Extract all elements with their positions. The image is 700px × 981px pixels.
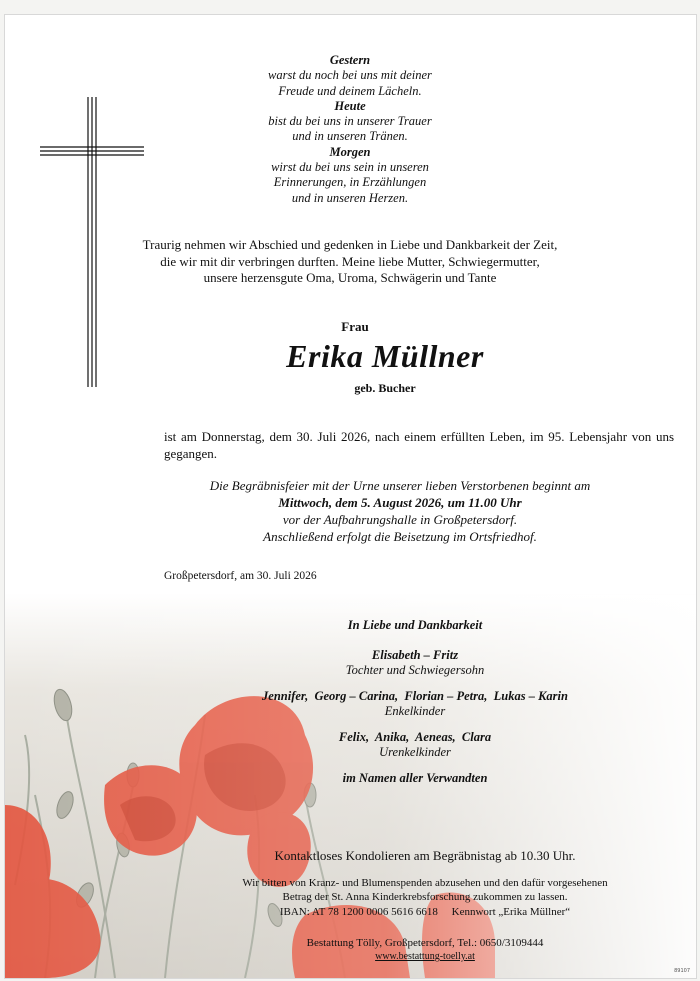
condolence-note: Kontaktloses Kondolieren am Begräbnistag ab 10.30 Uhr. (274, 848, 576, 863)
family-closing: im Namen aller Verwandten (342, 770, 488, 785)
intro-line: die wir mit dir verbringen durften. Meine liebe Mutter, Schwiegermutter, (160, 253, 540, 269)
donation-line: Betrag der St. Anna Kinderkrebsforschung zukommen zu lassen. (282, 891, 568, 904)
poem-line: Heute (334, 98, 366, 113)
intro-line: Traurig nehmen wir Abschied und gedenken in Liebe und Dankbarkeit der Zeit, (142, 237, 558, 252)
poem-line: Morgen (329, 144, 371, 159)
death-notice: ist am Donnerstag, dem 30. Juli 2026, nach einem erfüllten Leben, im 95. Lebensjahr von uns gegangen. (164, 429, 674, 461)
poem-line: bist du bei uns in unserer Trauer (268, 114, 432, 129)
intro-line: unsere herzensgute Oma, Uroma, Schwägerin und Tante (203, 270, 497, 285)
family-heading: In Liebe und Dankbarkeit (347, 618, 483, 632)
poem-line: und in unseren Tränen. (292, 129, 408, 144)
donation-iban: IBAN: AT 78 1200 0006 5616 6618 Kennwort „Erika Müllner“ (279, 905, 571, 918)
children-label: Tochter und Schwiegersohn (345, 663, 485, 677)
undertaker-line: Bestattung Tölly, Großpetersdorf, Tel.: 0650/3109444 (306, 937, 544, 949)
obituary-sheet (4, 14, 697, 979)
donation-note (205, 876, 645, 919)
funeral-line: Anschließend erfolgt die Beisetzung im Ortsfriedhof. (263, 529, 537, 544)
poem-line: Erinnerungen, in Erzählungen (273, 175, 427, 190)
print-code: 89107 (674, 968, 690, 974)
deceased-name: Erika Müllner (286, 338, 484, 374)
funeral-details (165, 477, 635, 545)
poem-line: Gestern (329, 53, 371, 67)
funeral-date: Mittwoch, dem 5. August 2026, um 11.00 Uhr (278, 495, 522, 510)
great-grandchildren-label: Urenkelkinder (379, 745, 451, 759)
great-grandchildren-names: Felix, Anika, Aeneas, Clara (338, 729, 492, 744)
poem-line: und in unseren Herzen. (291, 190, 409, 205)
poem-line: Freude und deinem Lächeln. (278, 83, 422, 98)
deceased-birth-name: geb. Bucher (354, 381, 416, 395)
grandchildren-names: Jennifer, Georg – Carina, Florian – Petra, Lukas – Karin (262, 688, 568, 703)
deceased-title: Frau (341, 319, 369, 334)
memorial-poem (140, 53, 560, 206)
intro-text (135, 237, 565, 287)
funeral-line: vor der Aufbahrungshalle in Großpetersdorf. (282, 512, 518, 527)
poem-line: wirst du bei uns sein in unseren (271, 160, 429, 175)
grandchildren-label: Enkelkinder (384, 704, 446, 718)
undertaker-info (245, 937, 605, 963)
donation-line: Wir bitten von Kranz- und Blumenspenden abzusehen und den dafür vorgesehenen (242, 877, 608, 889)
undertaker-website-link[interactable]: www.bestattung-toelly.at (375, 951, 475, 962)
funeral-line: Die Begräbnisfeier mit der Urne unserer lieben Verstorbenen beginnt am (209, 478, 591, 493)
place-date: Großpetersdorf, am 30. Juli 2026 (164, 570, 317, 582)
cross-icon (40, 97, 144, 387)
children-names: Elisabeth – Fritz (371, 647, 459, 662)
mourners-list (205, 618, 625, 786)
poem-line: warst du noch bei uns mit deiner (268, 68, 432, 83)
